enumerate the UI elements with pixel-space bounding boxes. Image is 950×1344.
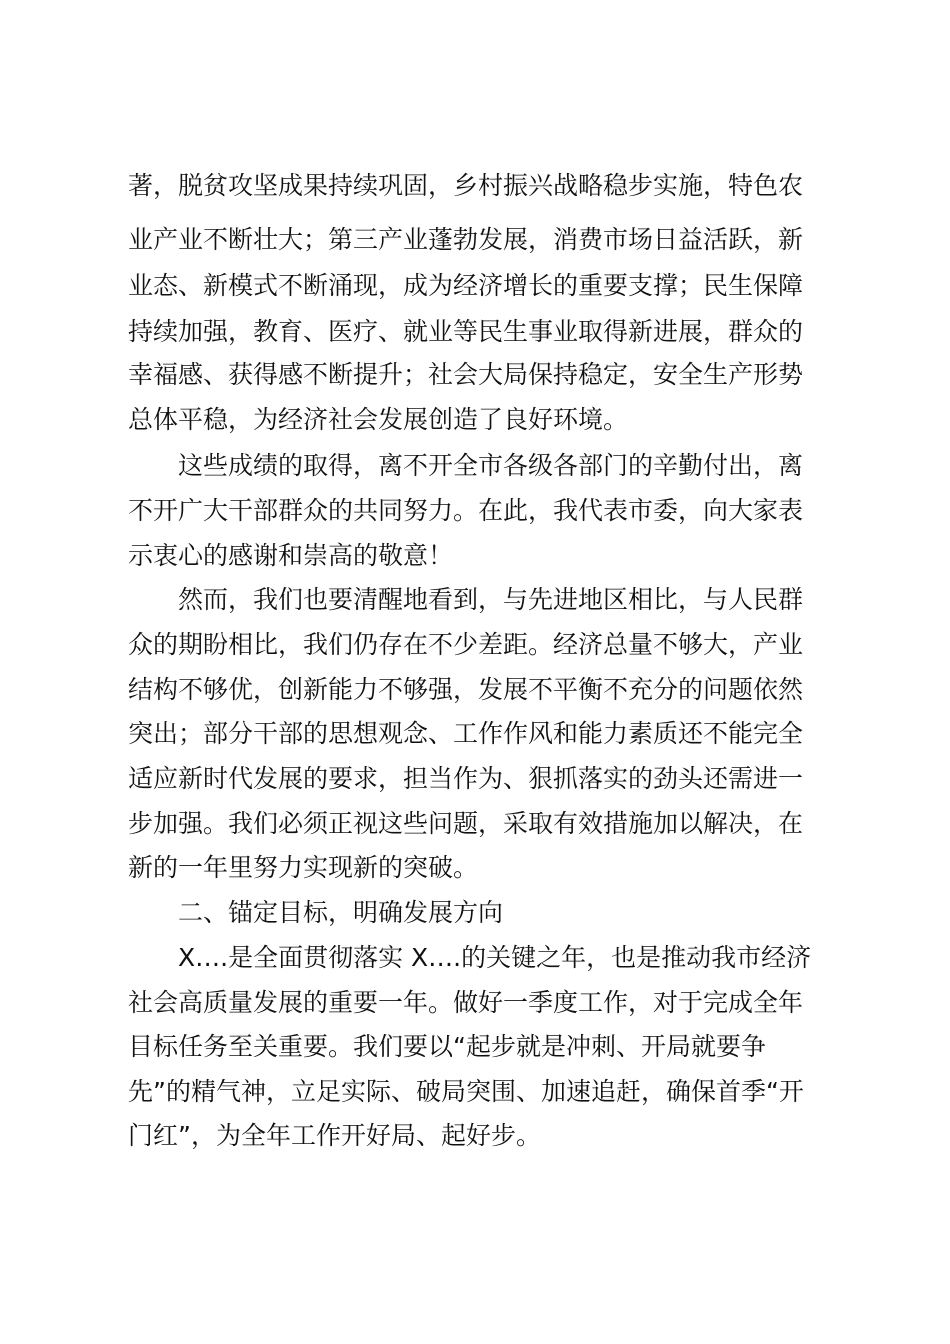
paragraph-line: 步加强。我们必须正视这些问题，采取有效措施加以解决，在 <box>128 809 804 838</box>
paragraph-line: 持续加强，教育、医疗、就业等民生事业取得新进展，群众的 <box>128 317 804 346</box>
paragraph-line: 目标任务至关重要。我们要以“起步就是冲刺、开局就要争 <box>128 1032 766 1061</box>
paragraph-line: 突出；部分干部的思想观念、工作作风和能力素质还不能完全 <box>128 719 804 748</box>
paragraph-line: 门红”，为全年工作开好局、起好步。 <box>128 1121 541 1150</box>
paragraph-line: 众的期盼相比，我们仍存在不少差距。经济总量不够大，产业 <box>128 630 804 659</box>
paragraph-line: 这些成绩的取得，离不开全市各级各部门的辛勤付出，离 <box>178 451 804 480</box>
section-heading: 二、锚定目标，明确发展方向 <box>178 898 504 927</box>
paragraph-line: 适应新时代发展的要求，担当作为、狠抓落实的劲头还需进一 <box>128 764 804 793</box>
paragraph-line: 业态、新模式不断涌现，成为经济增长的重要支撑；民生保障 <box>128 271 804 300</box>
paragraph-line: 结构不够优，创新能力不够强，发展不平衡不充分的问题依然 <box>128 675 804 704</box>
paragraph-line: X….是全面贯彻落实 X….的关键之年，也是推动我市经济 <box>178 943 812 972</box>
paragraph-line: 不开广大干部群众的共同努力。在此，我代表市委，向大家表 <box>128 496 804 525</box>
paragraph-line: 新的一年里努力实现新的突破。 <box>128 853 479 882</box>
paragraph-line: 总体平稳，为经济社会发展创造了良好环境。 <box>128 405 629 434</box>
paragraph-line: 著，脱贫攻坚成果持续巩固，乡村振兴战略稳步实施，特色农 <box>128 171 804 200</box>
paragraph-line: 示衷心的感谢和崇高的敬意！ <box>128 541 454 570</box>
paragraph-line: 然而，我们也要清醒地看到，与先进地区相比，与人民群 <box>178 585 804 614</box>
paragraph-line: 社会高质量发展的重要一年。做好一季度工作，对于完成全年 <box>128 988 804 1017</box>
paragraph-line: 业产业不断壮大；第三产业蓬勃发展，消费市场日益活跃，新 <box>128 225 804 254</box>
paragraph-line: 先”的精气神，立足实际、破局突围、加速追赶，确保首季“开 <box>128 1077 804 1106</box>
paragraph-line: 幸福感、获得感不断提升；社会大局保持稳定，安全生产形势 <box>128 360 804 389</box>
